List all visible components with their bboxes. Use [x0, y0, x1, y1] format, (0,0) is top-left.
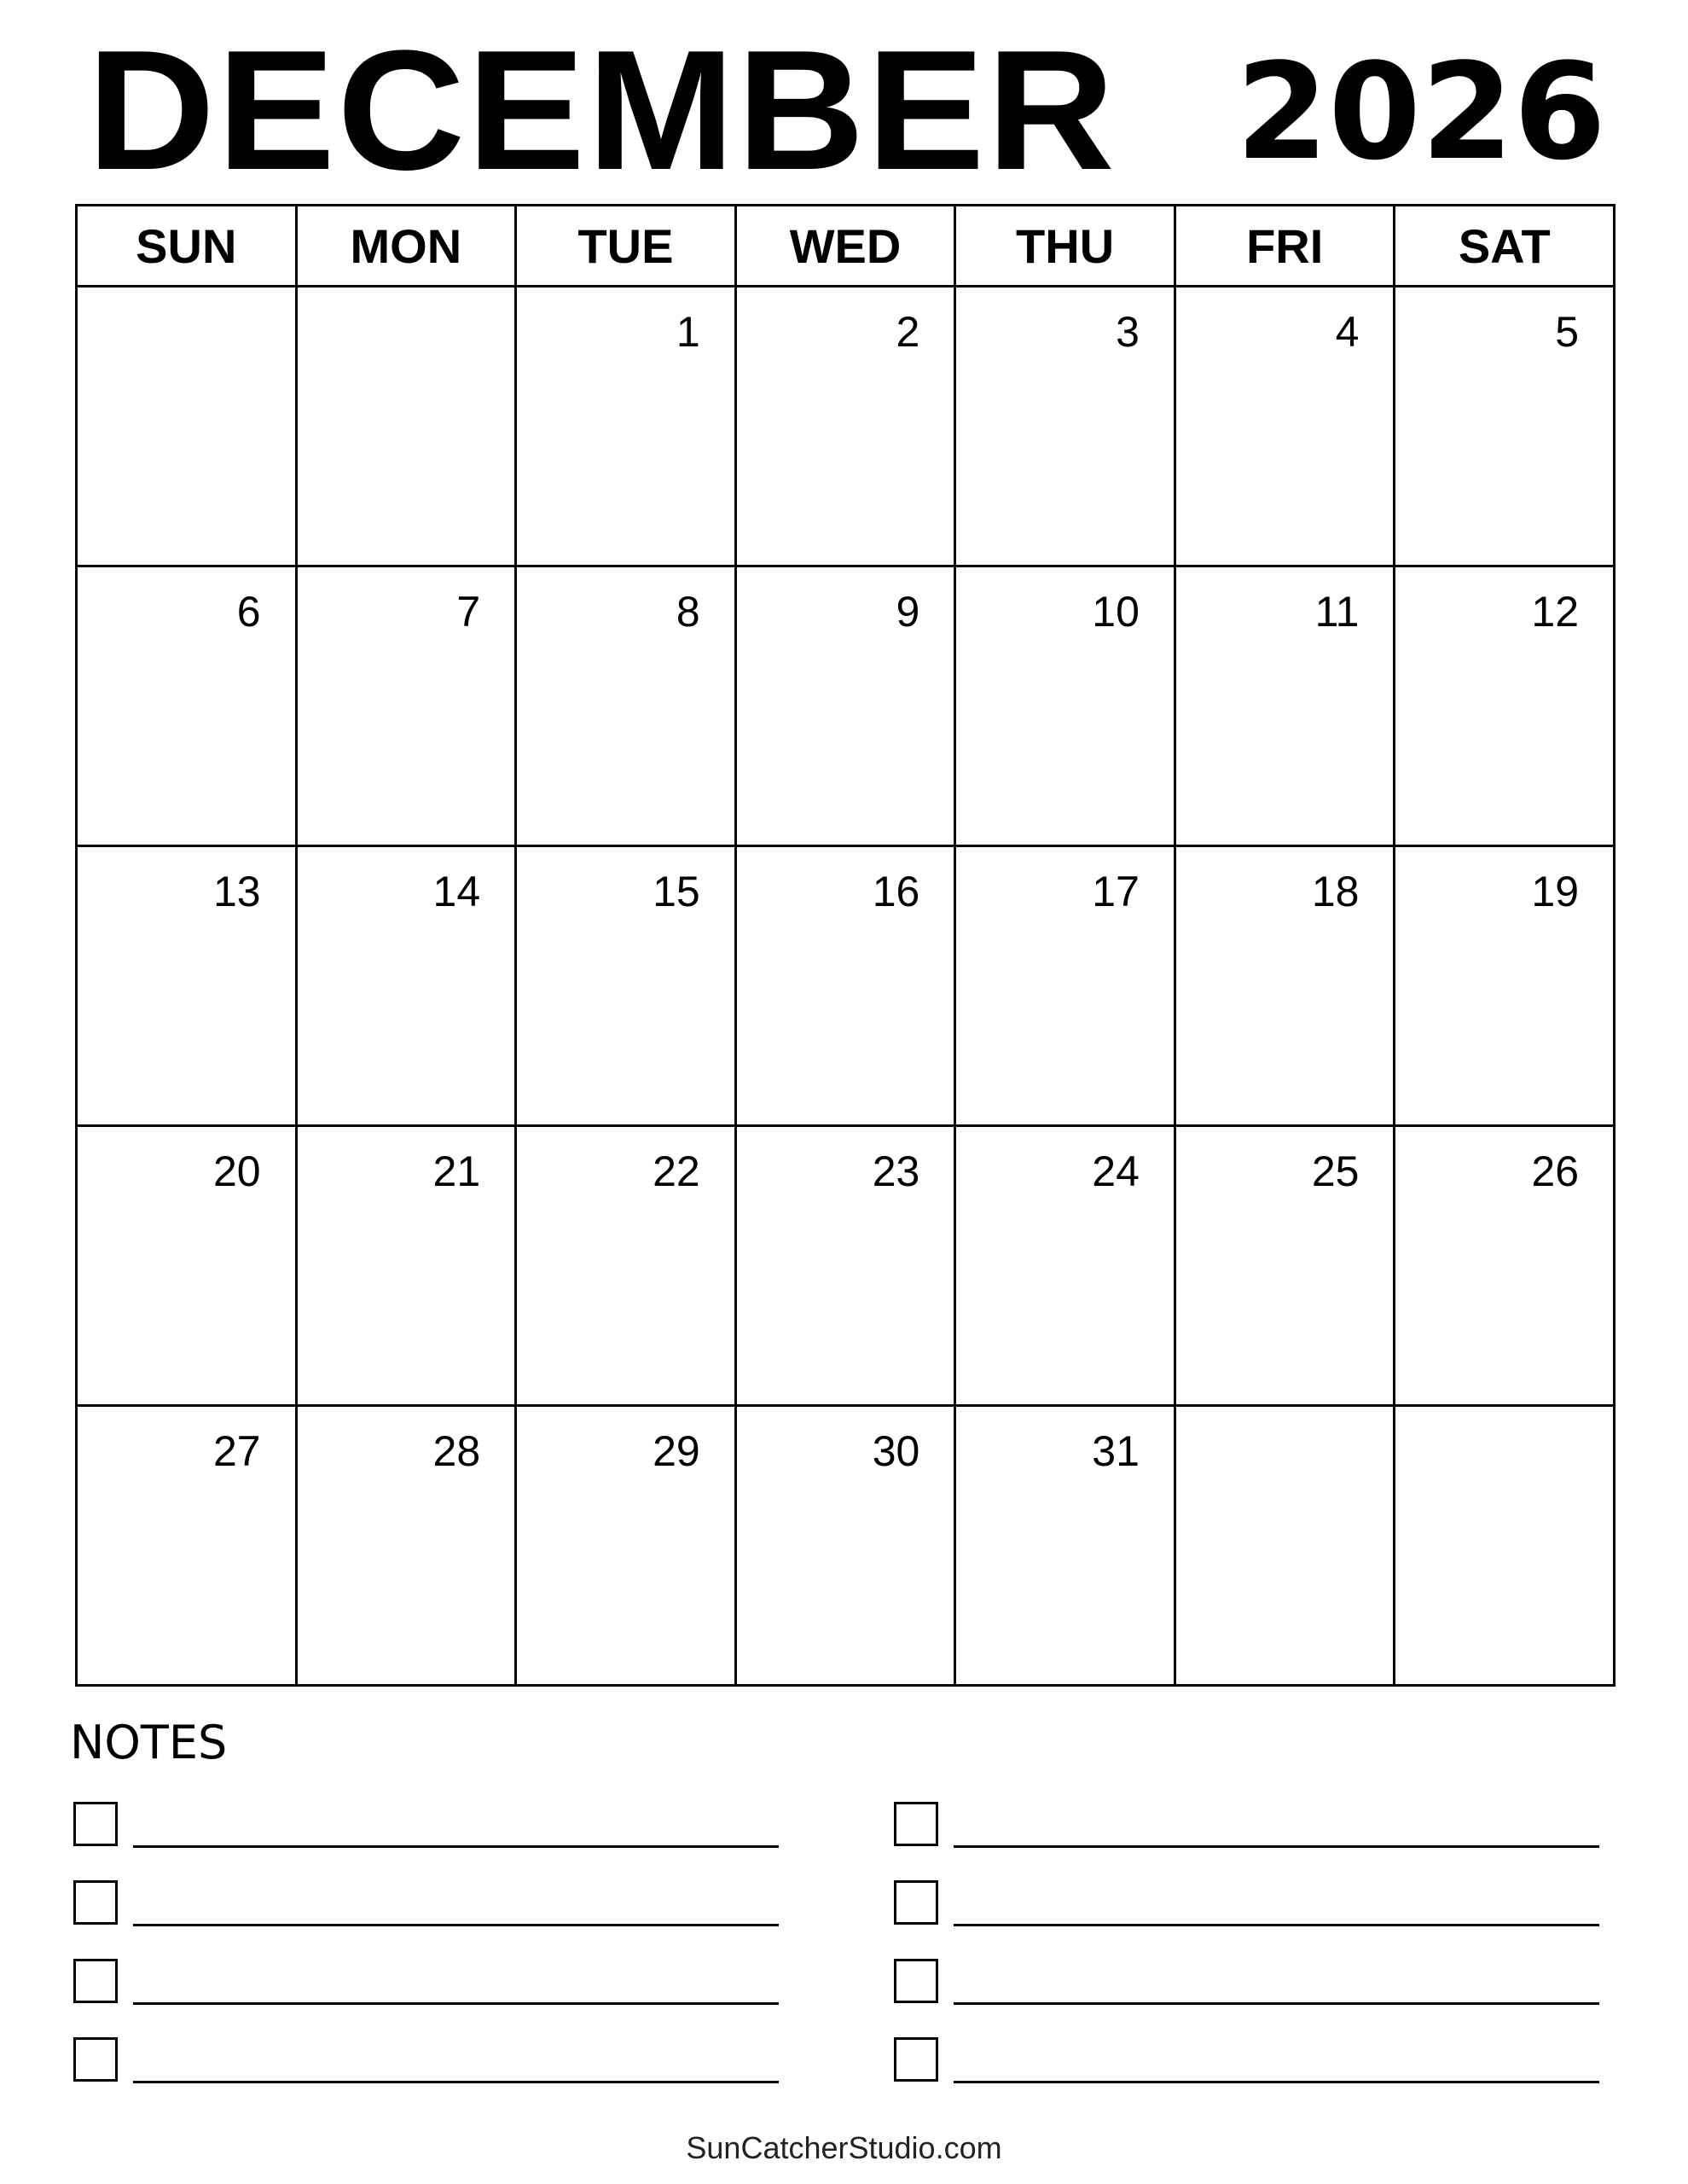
day-cell[interactable] — [517, 288, 737, 565]
day-number: 7 — [456, 588, 481, 636]
day-cell[interactable] — [1176, 567, 1396, 845]
note-item — [894, 1959, 1602, 2008]
day-number: 2 — [896, 308, 920, 356]
day-number: 15 — [653, 868, 700, 915]
day-cell[interactable] — [1395, 288, 1613, 565]
week-row — [78, 1127, 1613, 1407]
note-item — [73, 1959, 781, 2008]
day-cell[interactable] — [78, 1127, 298, 1404]
day-number: 21 — [432, 1147, 481, 1195]
day-cell[interactable] — [298, 567, 518, 845]
day-cell[interactable] — [1395, 567, 1613, 845]
day-cell[interactable] — [737, 288, 957, 565]
note-checkbox[interactable] — [894, 1959, 938, 2003]
weekday-tue: TUE — [517, 206, 737, 285]
empty-day-cell[interactable] — [78, 288, 298, 565]
day-cell[interactable] — [1176, 1127, 1396, 1404]
day-number: 9 — [896, 588, 920, 636]
note-checkbox[interactable] — [73, 2037, 118, 2082]
day-number: 30 — [872, 1427, 920, 1475]
week-row — [78, 1407, 1613, 1687]
day-cell[interactable] — [956, 1407, 1176, 1687]
weekday-header-row — [78, 206, 1613, 288]
day-number: 6 — [236, 588, 261, 636]
note-checkbox[interactable] — [73, 1880, 118, 1925]
day-number: 23 — [872, 1147, 920, 1195]
notes-title: NOTES — [70, 1716, 228, 1769]
day-cell[interactable] — [78, 567, 298, 845]
weekday-thu: THU — [956, 206, 1176, 285]
day-number: 13 — [212, 868, 261, 915]
note-checkbox[interactable] — [73, 1959, 118, 2003]
day-cell[interactable] — [298, 1127, 518, 1404]
note-line[interactable] — [954, 1924, 1599, 1926]
day-number: 14 — [432, 868, 481, 915]
day-number: 4 — [1335, 308, 1360, 356]
day-cell[interactable] — [78, 847, 298, 1124]
day-cell[interactable] — [1395, 1127, 1613, 1404]
day-number: 1 — [676, 308, 700, 356]
day-cell[interactable] — [517, 847, 737, 1124]
weekday-mon: MON — [298, 206, 518, 285]
note-line[interactable] — [133, 2081, 779, 2083]
note-line[interactable] — [133, 2002, 779, 2005]
note-item — [894, 1802, 1602, 1851]
note-item — [894, 2037, 1602, 2087]
day-number: 25 — [1311, 1147, 1360, 1195]
day-cell[interactable] — [517, 567, 737, 845]
month-title: DECEMBER — [87, 15, 1117, 206]
empty-day-cell[interactable] — [298, 288, 518, 565]
day-cell[interactable] — [956, 1127, 1176, 1404]
day-number: 19 — [1531, 868, 1580, 915]
day-number: 12 — [1531, 588, 1580, 636]
footer-site: SunCatcherStudio.com — [686, 2130, 1002, 2165]
note-item — [73, 1802, 781, 1851]
week-row — [78, 847, 1613, 1127]
day-number: 16 — [872, 868, 920, 915]
day-number: 29 — [653, 1427, 700, 1475]
day-number: 20 — [212, 1147, 261, 1195]
note-checkbox[interactable] — [894, 2037, 938, 2082]
day-number: 11 — [1314, 588, 1360, 636]
day-cell[interactable] — [956, 847, 1176, 1124]
day-number: 27 — [212, 1427, 261, 1475]
note-line[interactable] — [954, 2002, 1599, 2005]
note-line[interactable] — [133, 1924, 779, 1926]
day-cell[interactable] — [517, 1127, 737, 1404]
day-number: 17 — [1092, 868, 1140, 915]
day-number: 3 — [1116, 308, 1140, 356]
day-cell[interactable] — [1176, 288, 1396, 565]
note-item — [73, 2037, 781, 2087]
day-number: 8 — [676, 588, 700, 636]
note-checkbox[interactable] — [73, 1802, 118, 1846]
day-cell[interactable] — [298, 1407, 518, 1687]
day-cell[interactable] — [517, 1407, 737, 1687]
weekday-sat: SAT — [1458, 218, 1551, 273]
day-cell[interactable] — [298, 847, 518, 1124]
note-line[interactable] — [954, 1845, 1599, 1848]
day-number: 28 — [432, 1427, 481, 1475]
day-number: 10 — [1092, 588, 1140, 636]
day-cell[interactable] — [737, 1127, 957, 1404]
note-item — [894, 1880, 1602, 1930]
day-number: 5 — [1555, 308, 1580, 356]
week-row — [78, 288, 1613, 567]
calendar-grid — [75, 204, 1615, 1687]
day-cell[interactable] — [1176, 847, 1396, 1124]
week-row — [78, 567, 1613, 847]
day-cell[interactable] — [956, 288, 1176, 565]
day-cell[interactable] — [956, 567, 1176, 845]
day-number: 22 — [653, 1147, 700, 1195]
empty-day-cell[interactable] — [1395, 1407, 1613, 1687]
day-number: 31 — [1092, 1427, 1140, 1475]
day-cell[interactable] — [737, 1407, 957, 1687]
note-line[interactable] — [954, 2081, 1599, 2083]
weekday-fri: FRI — [1176, 206, 1396, 285]
empty-day-cell[interactable] — [1176, 1407, 1396, 1687]
day-cell[interactable] — [1395, 847, 1613, 1124]
year-title: 2026 — [1235, 34, 1606, 189]
day-number: 24 — [1092, 1147, 1140, 1195]
note-line[interactable] — [133, 1845, 779, 1848]
day-number: 18 — [1311, 868, 1360, 915]
day-cell[interactable] — [78, 1407, 298, 1687]
weekday-sun: SUN — [78, 206, 298, 285]
note-checkbox[interactable] — [894, 1880, 938, 1925]
note-checkbox[interactable] — [894, 1802, 938, 1846]
day-number: 26 — [1531, 1147, 1580, 1195]
weekday-wed: WED — [737, 206, 957, 285]
day-cell[interactable] — [737, 847, 957, 1124]
note-item — [73, 1880, 781, 1930]
day-cell[interactable] — [737, 567, 957, 845]
notes-section — [73, 1802, 1617, 2092]
